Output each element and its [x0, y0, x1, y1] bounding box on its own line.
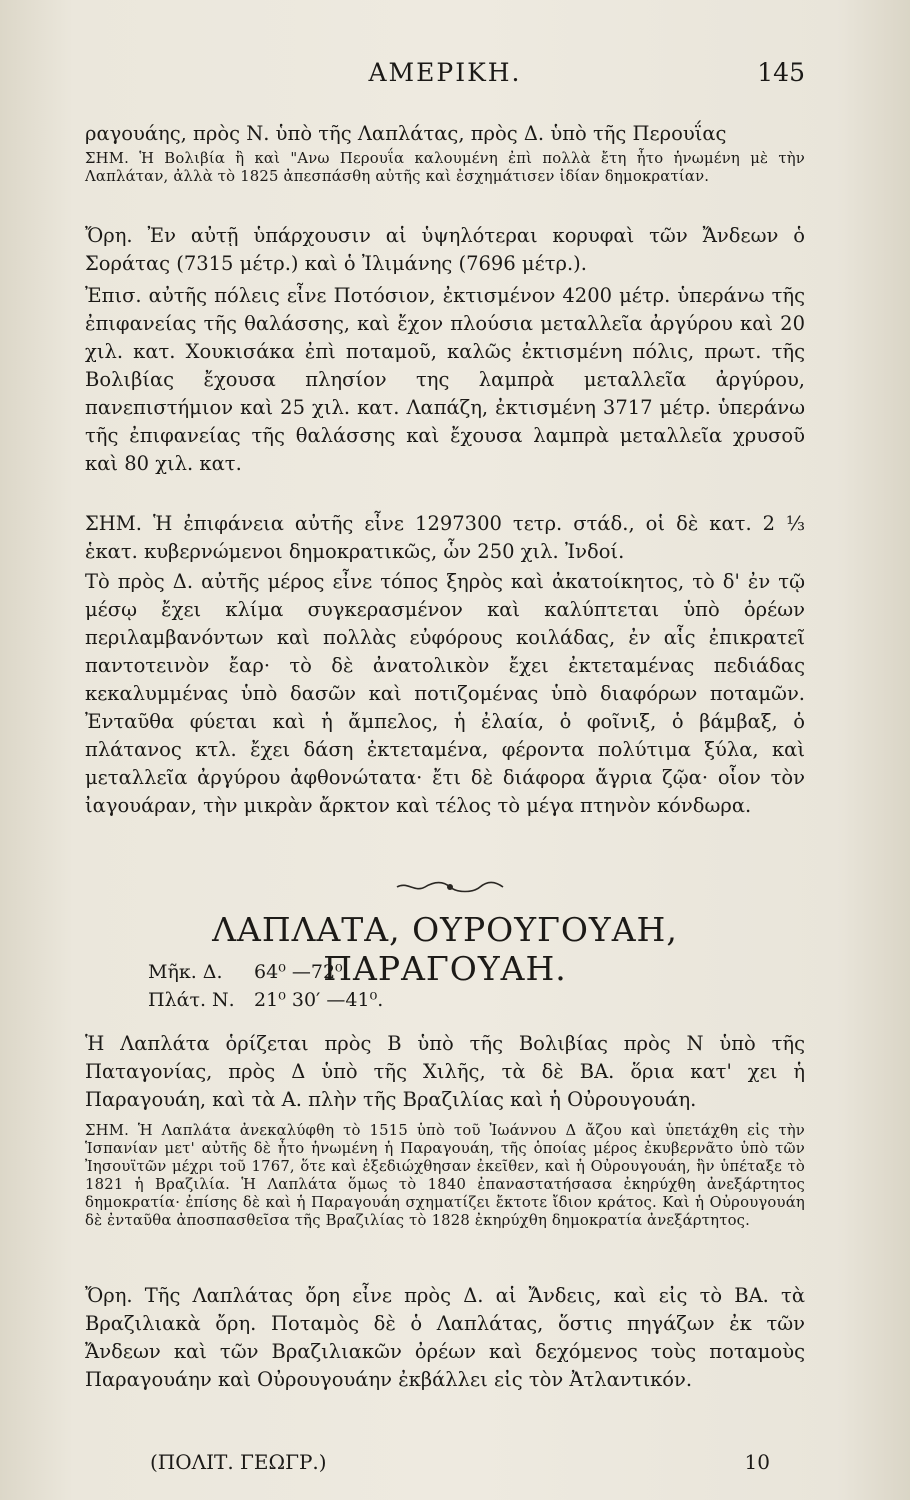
page-footer: [150, 1450, 770, 1480]
signature-mark: (ΠΟΛΙΤ. ΓΕΩΓΡ.): [150, 1450, 327, 1474]
longitude-label: Μῆκ. Δ.: [148, 961, 223, 983]
cities-paragraph: Ἐπισ. αὐτῆς πόλεις εἶνε Ποτόσιον, ἐκτισμένον 4200 μέτρ. ὑπεράνω τῆς ἐπιφανείας τῆς θαλάσσης, καὶ ἔχον πλούσια μεταλλεῖα ἀργύρου καὶ 20 χιλ. κατ. Χουκισάκα ἐπὶ ποταμοῦ, καλῶς ἐκτισμένη πόλις, πρωτ. τῆς Βολιβίας ἔχουσα πλησίον της λαμπρὰ μεταλλεῖα ἀργύρου, πανεπιστήμιον καὶ 25 χιλ. κατ. Λαπάζη, ἐκτισμένη 3717 μέτρ. ὑπεράνω τῆς ἐπιφανείας τῆς θαλάσσης καὶ ἔχουσα λαμπρὰ μεταλλεῖα χρυσοῦ καὶ 80 χιλ. κατ.: [85, 284, 805, 475]
continued-paragraph: ραγουάης, πρὸς Ν. ὑπὸ τῆς Λαπλάτας, πρὸς Δ. ὑπὸ τῆς Περουΐας: [85, 122, 727, 145]
running-title: ΑΜΕΡΙΚΗ.: [368, 58, 522, 87]
borders-paragraph: Ἡ Λαπλάτα ὁρίζεται πρὸς Β ὑπὸ τῆς Βολιβίας πρὸς Ν ὑπὸ τῆς Παταγονίας, πρὸς Δ ὑπὸ τῆς Χιλῆς, τὰ δὲ ΒΑ. ὅρια κατ' χει ἡ Παραγουάη, καὶ τὰ Α. πλὴν τῆς Βραζιλίας καὶ ἡ Οὐρουγουάη.: [85, 1032, 805, 1111]
section-ornament: [395, 880, 505, 894]
latitude-label: Πλάτ. Ν.: [148, 989, 235, 1011]
gathering-number: 10: [744, 1450, 770, 1474]
latitude-line: [148, 988, 383, 1012]
note-bolivia: ΣΗΜ. Ἡ Βολιβία ἢ καὶ "Ανω Περουΐα καλουμένη ἐπὶ πολλὰ ἔτη ἦτο ἡνωμένη μὲ τὴν Λαπλάταν, ἀλλὰ τὸ 1825 ἀπεσπάσθη αὐτῆς καὶ ἐσχημάτισεν ἰδίαν δημοκρατίαν.: [85, 150, 805, 185]
longitude-line: [148, 960, 349, 984]
mountains-paragraph: Ὄρη. Ἐν αὐτῇ ὑπάρχουσιν αἱ ὑψηλότεραι κορυφαὶ τῶν Ἄνδεων ὁ Σοράτας (7315 μέτρ.) καὶ ὁ Ἰλιμάνης (7696 μέτρ.).: [85, 224, 805, 275]
page-header: [85, 58, 805, 98]
area-note: ΣΗΜ. Ἡ ἐπιφάνεια αὐτῆς εἶνε 1297300 τετρ. στάδ., οἱ δὲ κατ. 2 ⅓ ἑκατ. κυβερνώμενοι δημοκρατικῶς, ὧν 250 χιλ. Ἰνδοί.: [85, 512, 805, 563]
latitude-value: 21⁰ 30′ —41⁰.: [254, 989, 384, 1011]
geography-paragraph: Τὸ πρὸς Δ. αὐτῆς μέρος εἶνε τόπος ξηρὸς καὶ ἀκατοίκητος, τὸ δ' ἐν τῷ μέσῳ ἔχει κλίμα συγκερασμένον καὶ καλύπτεται ὑπὸ ὀρέων περιλαμβανόντων καὶ πολλὰς εὐφόρους κοιλάδας, ἐν αἷς ἐπικρατεῖ παντοτεινὸν ἔαρ· τὸ δὲ ἀνατολικὸν ἔχει ἐκτεταμένας πεδιάδας κεκαλυμμένας ὑπὸ δασῶν καὶ ποτιζομένας ὑπὸ διαφόρων ποταμῶν. Ἐνταῦθα φύεται καὶ ἡ ἄμπελος, ἡ ἐλαία, ὁ φοῖνιξ, ὁ βάμβαξ, ὁ πλάτανος κτλ. ἔχει δάση ἐκτεταμένα, φέροντα πολύτιμα ξύλα, καὶ μεταλλεῖα ἀργύρου ἀφθονώτατα· ἔτι δὲ διάφορα ἄγρια ζῷα· οἷον τὸν ἰαγουάραν, τὴν μικρὰν ἄρκτον καὶ τέλος τὸ μέγα πτηνὸν κόνδωρα.: [85, 570, 805, 817]
history-note: ΣΗΜ. Ἡ Λαπλάτα ἀνεκαλύφθη τὸ 1515 ὑπὸ τοῦ Ἰωάννου Δ ἄζου καὶ ὑπετάχθη εἰς τὴν Ἱσπανίαν μετ' αὐτῆς δὲ ἦτο ἡνωμένη ἡ Παραγουάη, τῆς ὁποίας μέρος ἐκυβερνᾶτο ὑπὸ τῶν Ἰησουϊτῶν μέχρι τοῦ 1767, ὅτε καὶ ἐξεδιώχθησαν ἐκεῖθεν, καὶ ἡ Οὐρουγουάη, ἣν ὑπέταξε τὸ 1821 ἡ Βραζιλία. Ἡ Λαπλάτα ὅμως τὸ 1840 ἐπαναστατήσασα ἐκηρύχθη ἀνεξάρτητος δημοκρατία· ἐπίσης δὲ καὶ ἡ Παραγουάη σχηματίζει ἔκτοτε ἴδιον κράτος. Καὶ ἡ Οὐρουγουάη δὲ ἐνταῦθα ἀποσπασθεῖσα τῆς Βραζιλίας τὸ 1828 ἐκηρύχθη δημοκρατία ἀνεξάρτητος.: [85, 1122, 805, 1229]
section-title: ΛΑΠΛΑΤΑ, ΟΥΡΟΥΓΟΥΑΗ, ΠΑΡΑΓΟΥΑΗ.: [212, 910, 678, 988]
longitude-value: 64⁰ —72⁰.: [254, 961, 349, 983]
page-number: 145: [757, 58, 805, 87]
rivers-paragraph: Ὄρη. Τῆς Λαπλάτας ὄρη εἶνε πρὸς Δ. αἱ Ἄνδεις, καὶ εἰς τὸ ΒΑ. τὰ Βραζιλιακὰ ὄρη. Ποταμὸς δὲ ὁ Λαπλάτας, ὅστις πηγάζων ἐκ τῶν Ἄνδεων καὶ τῶν Βραζιλιακῶν ὀρέων καὶ δεχόμενος τοὺς ποταμοὺς Παραγουάην καὶ Οὐρουγουάην ἐκβάλλει εἰς τὸν Ἀτλαντικόν.: [85, 1284, 805, 1391]
